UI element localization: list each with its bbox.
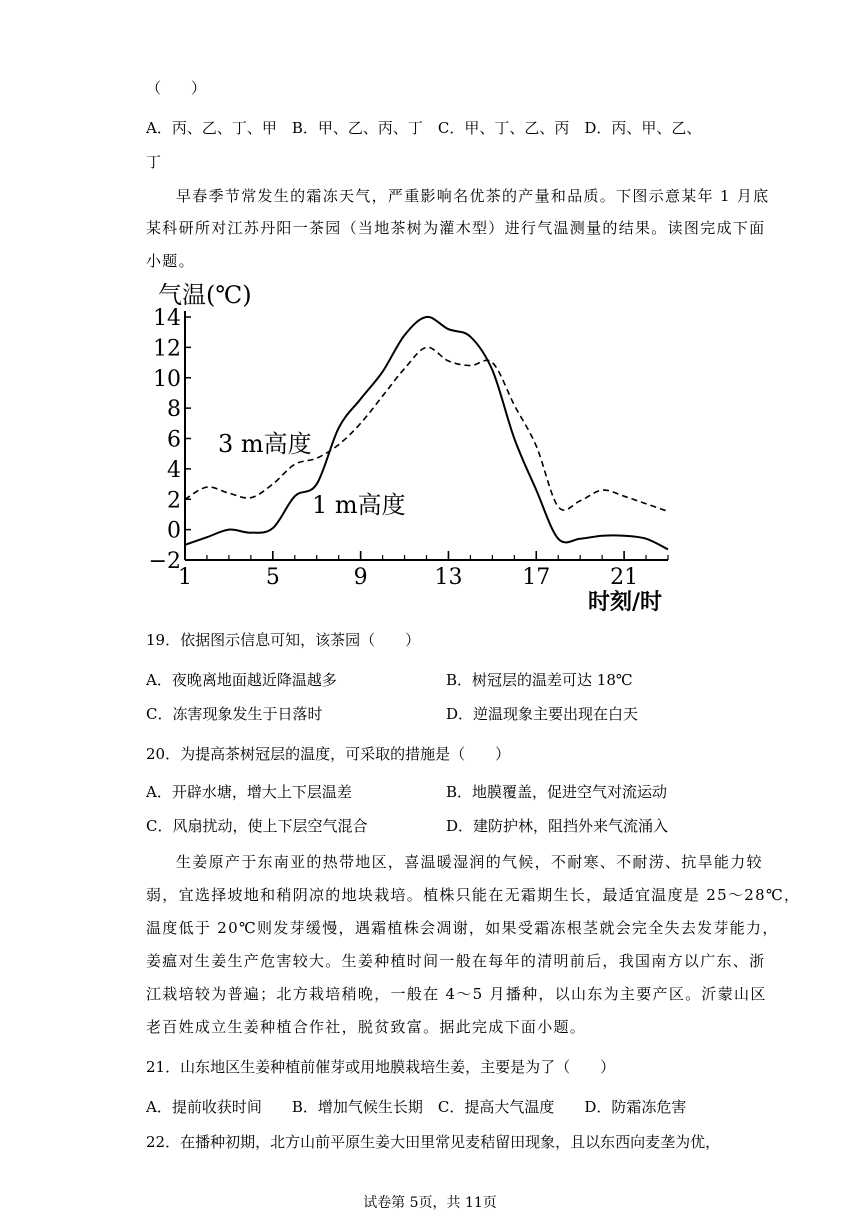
y-tick-label: 4: [167, 457, 181, 483]
q20-option-d[interactable]: D．建防护林，阻挡外来气流涌入: [446, 817, 669, 835]
passage-ginger-line-3: 温度低于 20℃则发芽缓慢，遇霜植株会凋谢，如果受霜冻根茎就会完全失去发芽能力，: [146, 919, 779, 937]
temperature-line-chart: [140, 276, 700, 616]
q20-option-c[interactable]: C．风扇扰动，使上下层空气混合: [146, 817, 368, 835]
q20-option-a[interactable]: A．开辟水塘，增大上下层温差: [146, 783, 352, 801]
y-tick-label: 14: [153, 306, 181, 331]
question-21-stem: 21．山东地区生姜种植前催芽或用地膜栽培生姜，主要是为了（ ）: [146, 1058, 616, 1076]
passage-ginger-line-4: 姜瘟对生姜生产危害较大。生姜种植时间一般在每年的清明前后，我国南方以广东、浙: [146, 952, 766, 970]
passage-ginger-line-5: 江栽培较为普遍；北方栽培稍晚，一般在 4～5 月播种，以山东为主要产区。沂蒙山区: [146, 985, 767, 1003]
q21-options[interactable]: A．提前收获时间 B．增加气候生长期 C．提高大气温度 D．防霜冻危害: [146, 1098, 687, 1116]
series-label-3m: 3 m高度: [218, 430, 312, 458]
question-20-stem: 20．为提高茶树冠层的温度，可采取的措施是（ ）: [146, 745, 511, 763]
x-tick-label: 17: [522, 565, 551, 590]
question-19-stem: 19．依据图示信息可知，该茶园（ ）: [146, 631, 421, 649]
y-tick-label: 6: [167, 427, 181, 453]
x-tick-label: 9: [353, 565, 368, 590]
passage-tea-line-2: 某科研所对江苏丹阳一茶园（当地茶树为灌木型）进行气温测量的结果。读图完成下面: [146, 219, 766, 237]
x-tick-label: 13: [434, 565, 463, 590]
q20-option-b[interactable]: B．地膜覆盖，促进空气对流运动: [446, 783, 668, 801]
q19-option-b[interactable]: B．树冠层的温差可达 18℃: [446, 671, 633, 689]
passage-ginger-line-2: 弱，宜选择坡地和稍阴凉的地块栽培。植株只能在无霜期生长，最适宜温度是 25～28℃，: [146, 886, 801, 904]
y-tick-label: 0: [167, 518, 181, 544]
previous-question-options: A．丙、乙、丁、甲 B．甲、乙、丙、丁 C．甲、丁、乙、丙 D．丙、甲、乙、: [146, 119, 702, 137]
y-tick-label: 10: [153, 366, 181, 392]
question-22-stem: 22．在播种初期，北方山前平原生姜大田里常见麦秸留田现象，且以东西向麦垄为优，: [146, 1133, 721, 1151]
previous-question-options-wrap: 丁: [146, 153, 162, 171]
x-tick-label: 5: [265, 565, 280, 590]
x-axis-label: 时刻/时: [588, 589, 663, 615]
y-tick-label: 12: [153, 336, 181, 362]
series-label-1m: 1 m高度: [312, 491, 406, 519]
passage-tea-line-1: 早春季节常发生的霜冻天气，严重影响名优茶的产量和品质。下图示意某年 1 月底: [176, 187, 770, 205]
passage-tea-line-3: 小题。: [146, 252, 195, 270]
passage-ginger-line-6: 老百姓成立生姜种植合作社，脱贫致富。据此完成下面小题。: [146, 1018, 587, 1036]
y-axis-label: 气温(℃): [158, 281, 252, 309]
answer-bracket: （ ）: [146, 79, 207, 97]
y-tick-label: 2: [167, 488, 181, 514]
page-footer: 试卷第 5页，共 11页: [363, 1195, 497, 1211]
q19-option-d[interactable]: D．逆温现象主要出现在白天: [446, 705, 639, 723]
q19-option-c[interactable]: C．冻害现象发生于日落时: [146, 705, 323, 723]
q19-option-a[interactable]: A．夜晚离地面越近降温越多: [146, 671, 337, 689]
y-tick-label: 8: [167, 397, 181, 423]
passage-ginger-line-1: 生姜原产于东南亚的热带地区，喜温暖湿润的气候，不耐寒、不耐涝、抗旱能力较: [176, 853, 763, 871]
y-tick-label: −2: [148, 549, 181, 574]
x-tick-label: 1: [178, 565, 192, 590]
x-tick-label: 21: [610, 565, 639, 590]
